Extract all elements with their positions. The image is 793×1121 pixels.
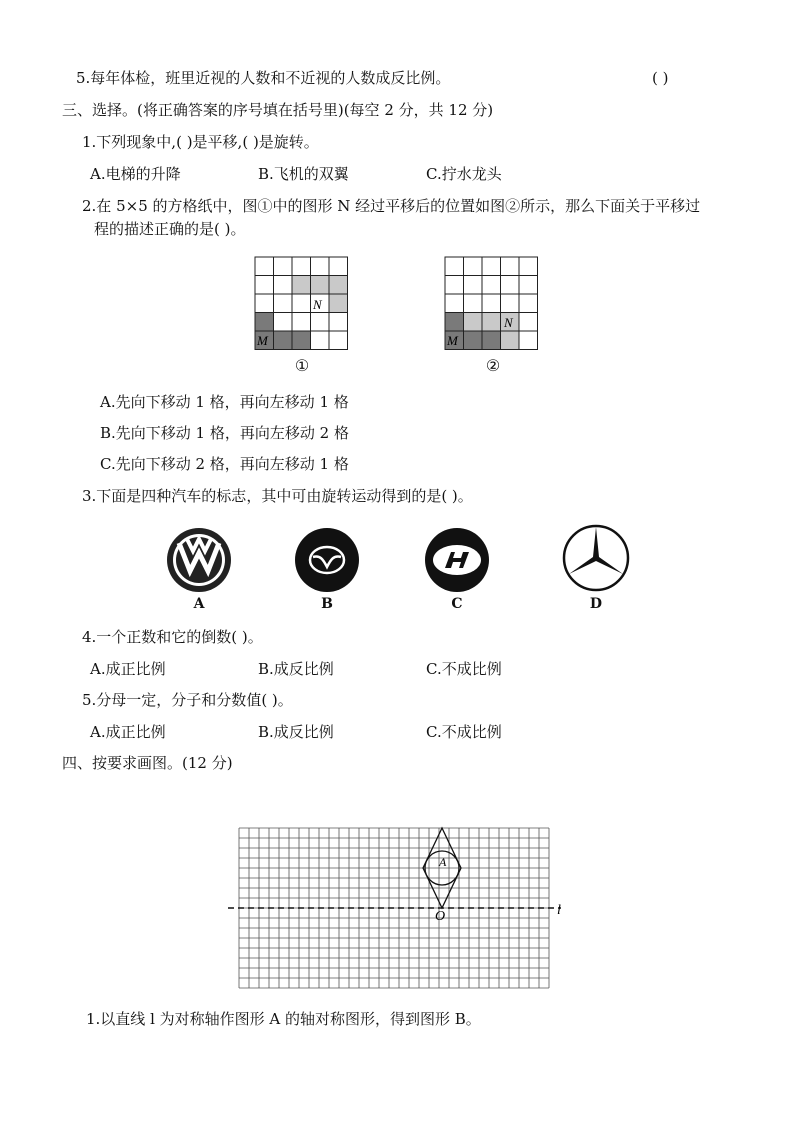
label-a: A xyxy=(439,855,447,869)
translation-figure-2 xyxy=(445,257,540,352)
figure-1-caption: ① xyxy=(294,356,310,375)
car-logo-a-icon xyxy=(166,527,232,593)
logo-c-label: C xyxy=(451,596,463,612)
car-logo-c-icon xyxy=(424,527,490,593)
section-3-title: 三、选择。(将正确答案的序号填在括号里)(每空 2 分，共 12 分) xyxy=(62,101,494,119)
q4-option-a[interactable]: A.成正比例 xyxy=(90,660,166,678)
figure-2-caption: ② xyxy=(485,356,501,375)
section-4-title: 四、按要求画图。(12 分) xyxy=(62,754,233,772)
q1-option-c[interactable]: C.拧水龙头 xyxy=(426,165,502,183)
answer-blank[interactable]: ( ) xyxy=(652,69,669,87)
question-1: 1.下列现象中,( )是平移,( )是旋转。 xyxy=(82,133,319,151)
draw-question-1: 1.以直线 l 为对称轴作图形 A 的轴对称图形，得到图形 B。 xyxy=(86,1010,481,1028)
q1-option-a[interactable]: A.电梯的升降 xyxy=(90,165,181,183)
judge-item-5: 5.每年体检，班里近视的人数和不近视的人数成反比例。 xyxy=(76,69,451,87)
translation-figure-1 xyxy=(255,257,350,352)
question-2-line-1: 2.在 5×5 的方格纸中，图①中的图形 N 经过平移后的位置如图②所示，那么下面关于平移过 xyxy=(82,197,701,215)
logo-b-label: B xyxy=(321,596,333,612)
drawing-grid[interactable] xyxy=(225,820,570,995)
q2-option-a[interactable]: A.先向下移动 1 格，再向左移动 1 格 xyxy=(100,393,349,411)
label-n: N xyxy=(313,297,322,312)
question-2-line-2: 程的描述正确的是( )。 xyxy=(94,220,246,238)
car-logo-d-icon xyxy=(562,524,630,592)
q2-option-c[interactable]: C.先向下移动 2 格，再向左移动 1 格 xyxy=(100,455,349,473)
q5-option-b[interactable]: B.成反比例 xyxy=(258,723,334,741)
label-l: l xyxy=(557,903,561,918)
question-5: 5.分母一定，分子和分数值( )。 xyxy=(82,691,293,709)
label-n: N xyxy=(504,315,513,330)
car-logo-b-icon xyxy=(294,527,360,593)
label-m: M xyxy=(257,333,268,348)
q2-option-b[interactable]: B.先向下移动 1 格，再向左移动 2 格 xyxy=(100,424,349,442)
q1-option-b[interactable]: B.飞机的双翼 xyxy=(258,165,349,183)
q4-option-c[interactable]: C.不成比例 xyxy=(426,660,502,678)
question-3: 3.下面是四种汽车的标志，其中可由旋转运动得到的是( )。 xyxy=(82,487,473,505)
question-4: 4.一个正数和它的倒数( )。 xyxy=(82,628,263,646)
logo-d-label: D xyxy=(589,596,603,612)
label-o: O xyxy=(435,909,446,924)
label-m: M xyxy=(447,333,458,348)
q5-option-c[interactable]: C.不成比例 xyxy=(426,723,502,741)
q5-option-a[interactable]: A.成正比例 xyxy=(90,723,166,741)
logo-a-label: A xyxy=(193,596,205,612)
q4-option-b[interactable]: B.成反比例 xyxy=(258,660,334,678)
